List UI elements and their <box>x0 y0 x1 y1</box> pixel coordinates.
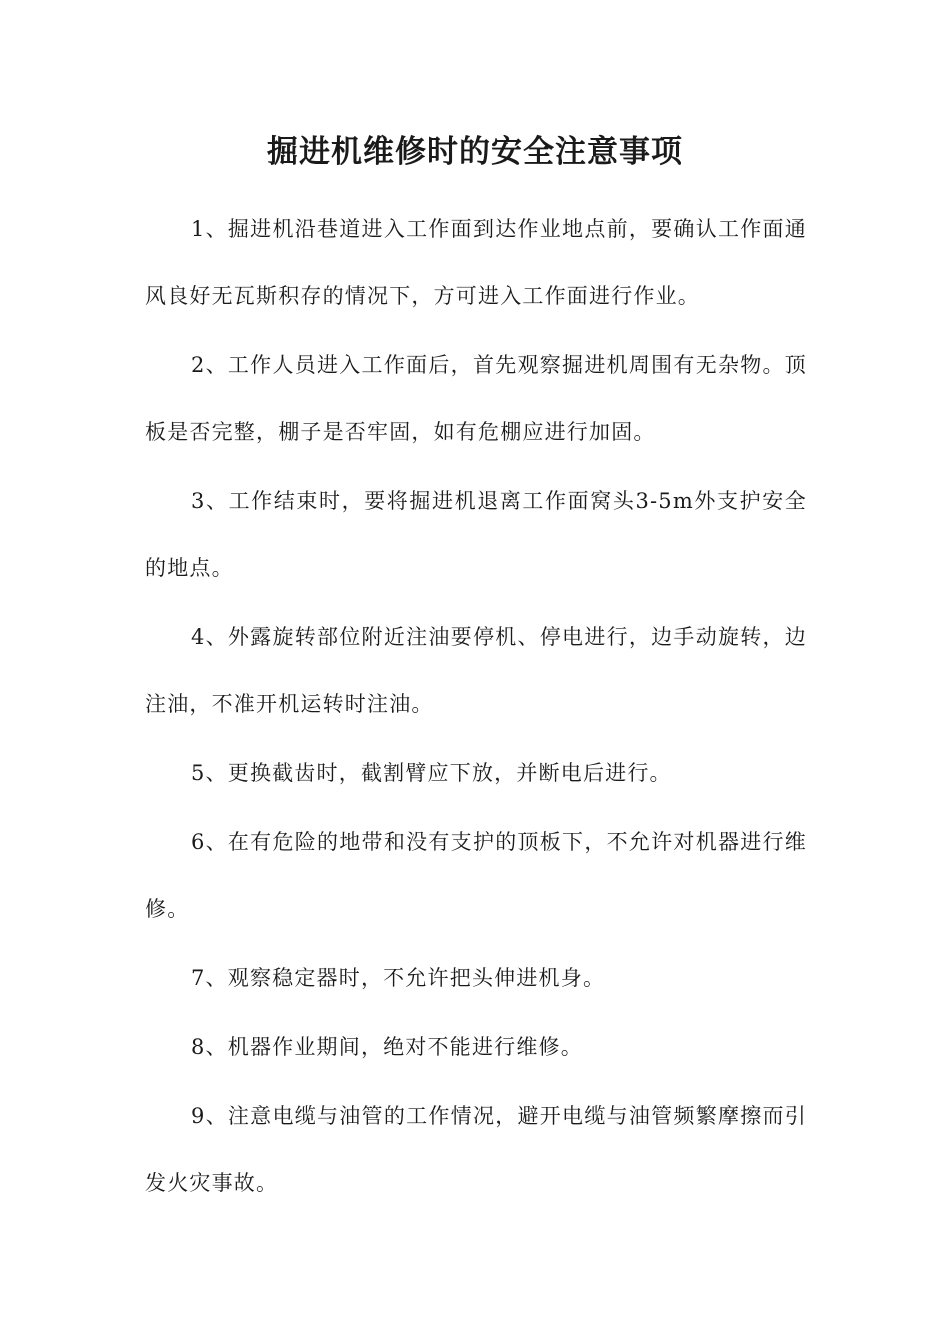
paragraph-6: 6、在有危险的地带和没有支护的顶板下，不允许对机器进行维修。 <box>145 830 807 921</box>
paragraph-7: 7、观察稳定器时，不允许把头伸进机身。 <box>191 966 606 990</box>
document-body <box>145 196 807 1217</box>
paragraph-8: 8、机器作业期间，绝对不能进行维修。 <box>191 1035 583 1059</box>
paragraph-5: 5、更换截齿时，截割臂应下放，并断电后进行。 <box>191 761 672 785</box>
paragraph-4: 4、外露旋转部位附近注油要停机、停电进行，边手动旋转，边注油，不准开机运转时注油。 <box>145 625 807 716</box>
paragraph-2: 2、工作人员进入工作面后，首先观察掘进机周围有无杂物。顶板是否完整，棚子是否牢固，如有危棚应进行加固。 <box>145 353 807 444</box>
paragraph-9: 9、注意电缆与油管的工作情况，避开电缆与油管频繁摩擦而引发火灾事故。 <box>145 1104 807 1195</box>
document-title: 掘进机维修时的安全注意事项 <box>267 134 683 170</box>
paragraph-1: 1、掘进机沿巷道进入工作面到达作业地点前，要确认工作面通风良好无瓦斯积存的情况下，方可进入工作面进行作业。 <box>145 217 807 308</box>
paragraph-3: 3、工作结束时，要将掘进机退离工作面窝头3-5m外支护安全的地点。 <box>145 489 807 580</box>
